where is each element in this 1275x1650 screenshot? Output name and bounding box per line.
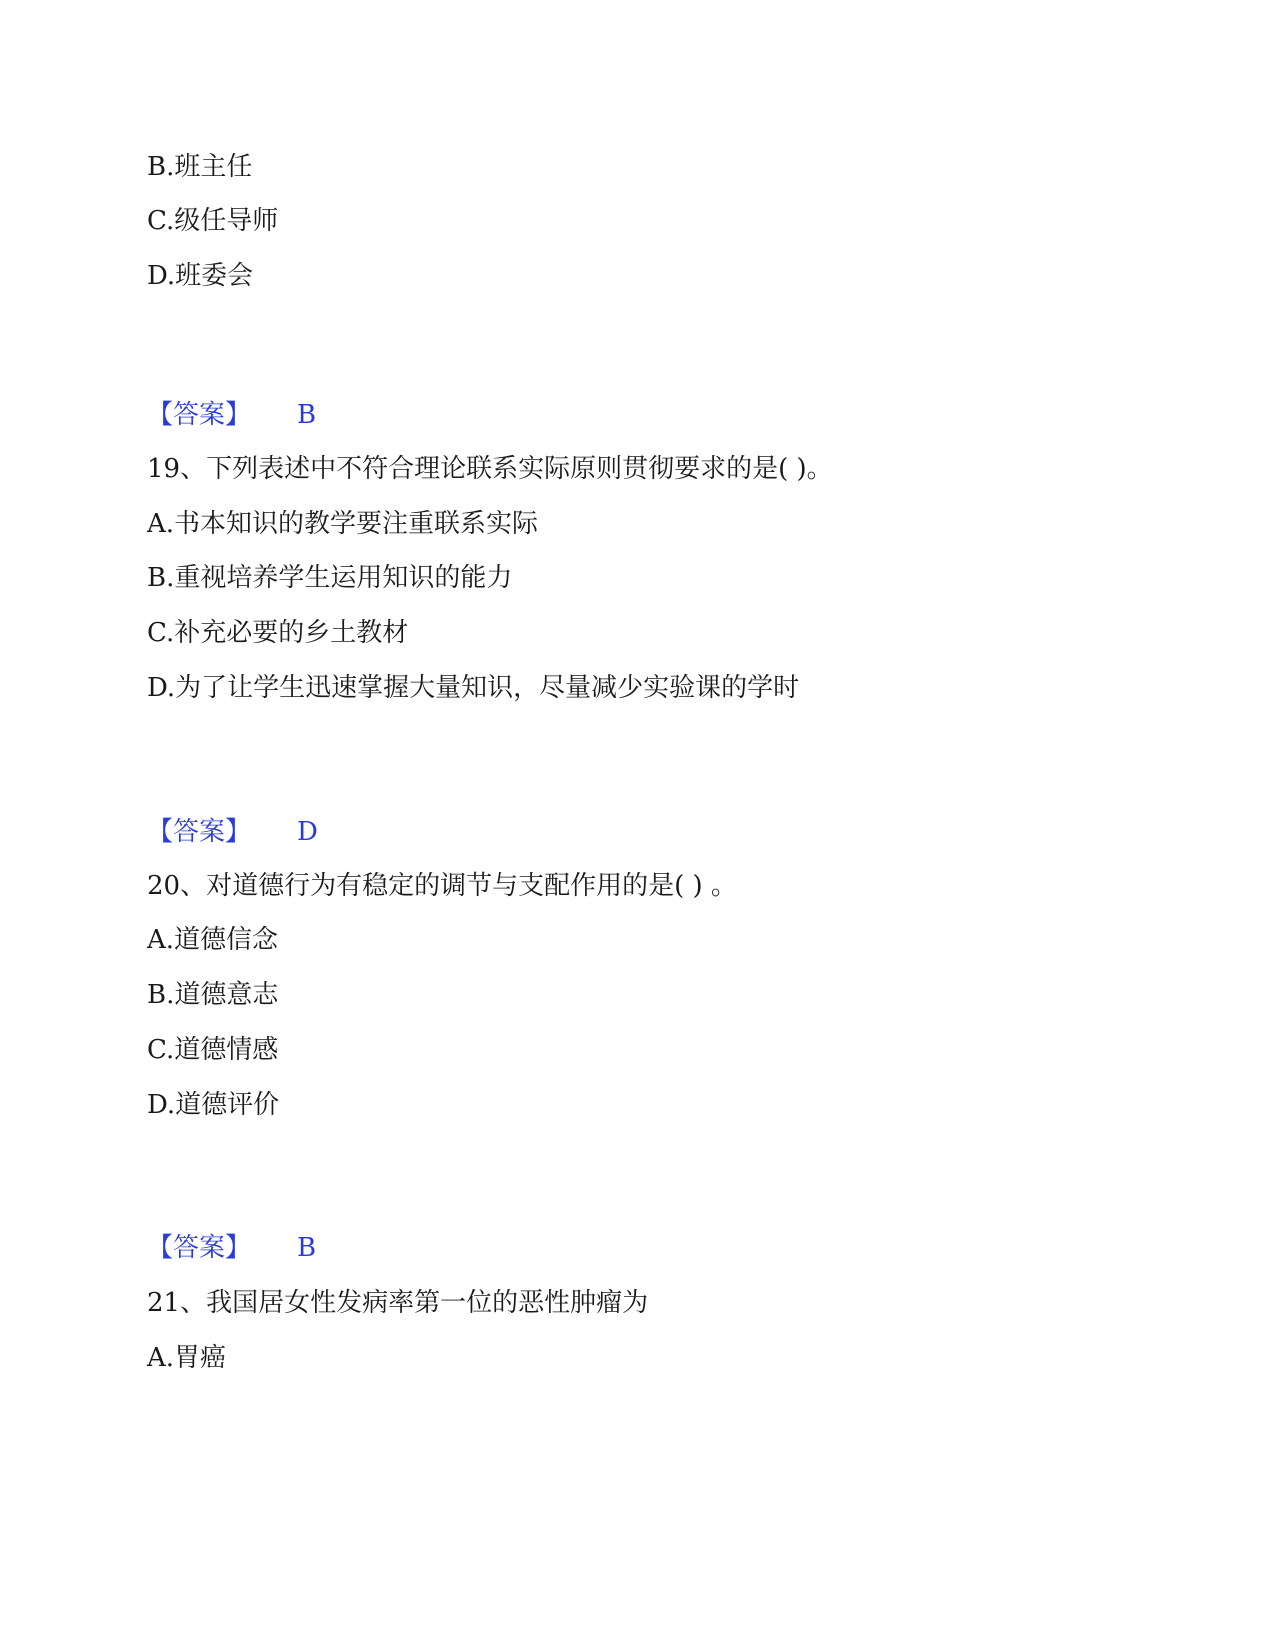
q19-stem: 19、下列表述中不符合理论联系实际原则贯彻要求的是( )。 <box>147 454 833 484</box>
q19-option-d: D.为了让学生迅速掌握大量知识，尽量减少实验课的学时 <box>147 673 800 703</box>
q18-option-c: C.级任导师 <box>147 206 279 236</box>
q19-answer <box>147 815 318 849</box>
q20-option-c: C.道德情感 <box>147 1035 279 1065</box>
q19-option-c: C.补充必要的乡土教材 <box>147 618 409 648</box>
q20-answer-label: 【答案】 <box>147 1233 252 1263</box>
q18-option-b: B.班主任 <box>147 152 253 182</box>
q19-option-b: B.重视培养学生运用知识的能力 <box>147 563 513 593</box>
q20-stem: 20、对道德行为有稳定的调节与支配作用的是( ) 。 <box>147 871 737 901</box>
q21-stem: 21、我国居女性发病率第一位的恶性肿瘤为 <box>147 1288 649 1318</box>
q19-option-a: A.书本知识的教学要注重联系实际 <box>147 509 539 539</box>
q18-answer-value: B <box>297 400 317 430</box>
q20-option-a: A.道德信念 <box>147 925 279 955</box>
q19-answer-label: 【答案】 <box>147 817 252 847</box>
q18-answer <box>147 398 316 432</box>
q20-answer <box>147 1231 316 1265</box>
q18-answer-label: 【答案】 <box>147 400 252 430</box>
q18-option-d: D.班委会 <box>147 261 254 291</box>
q20-option-b: B.道德意志 <box>147 980 279 1010</box>
q21-option-a: A.胃癌 <box>147 1343 227 1373</box>
q19-answer-value: D <box>297 817 318 847</box>
q20-answer-value: B <box>297 1233 317 1263</box>
q20-option-d: D.道德评价 <box>147 1090 280 1120</box>
